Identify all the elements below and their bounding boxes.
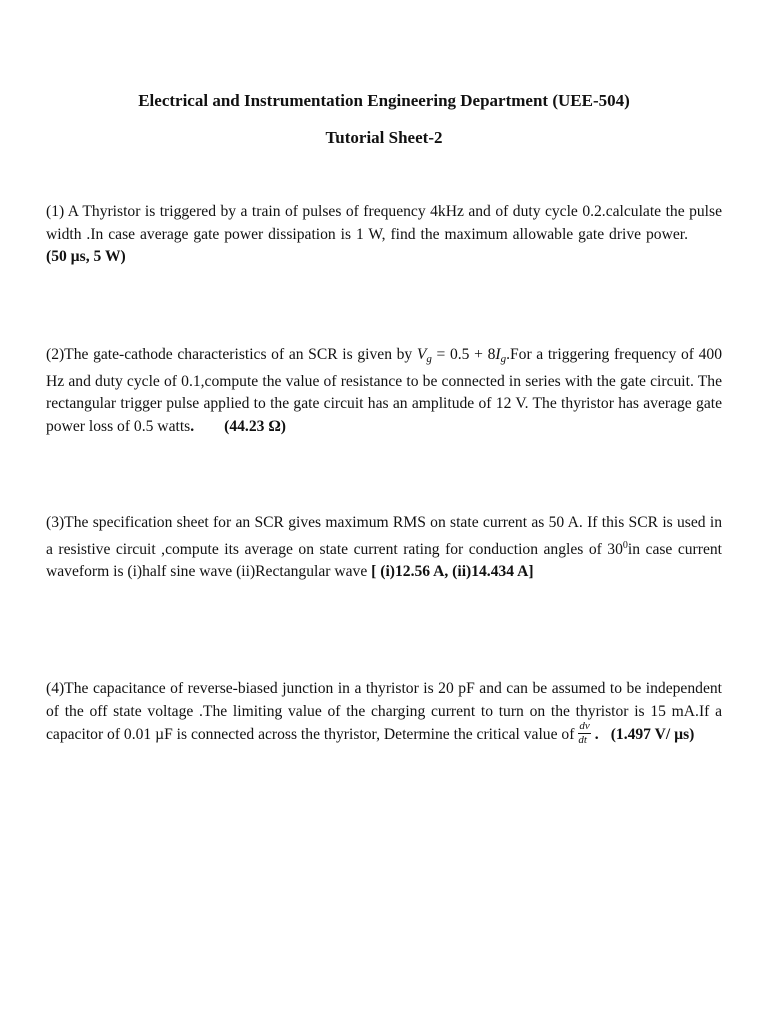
problem-3-text-before: (3)The specification sheet for an SCR gives maximum RMS on state current as 50 A. If this SCR is used in a resistive circuit ,compute its average on state current rating for conduction angles of 30 — [46, 514, 722, 558]
equation-lhs: V — [416, 346, 427, 363]
equation-rhs: I — [495, 346, 501, 363]
problem-3-text-after: in case current waveform is (i)half sine wave (ii)Rectangular wave — [46, 540, 722, 580]
problem-2-answer: (44.23 Ω) — [224, 417, 286, 435]
degree-superscript: 0 — [622, 539, 628, 551]
gate-equation — [417, 346, 506, 363]
sheet-title: Tutorial Sheet-2 — [325, 128, 443, 147]
problem-4-period: . — [594, 726, 599, 744]
fraction-denominator: dt — [578, 734, 587, 746]
equation-mid: = 0.5 + 8 — [431, 346, 496, 363]
fraction-numerator: dv — [579, 720, 590, 732]
equation-lhs-sub: g — [426, 353, 432, 365]
problem-2 — [46, 344, 722, 438]
problem-1-answer: (50 µs, 5 W) — [46, 248, 126, 265]
problem-2-text-before: (2)The gate-cathode characteristics of an SCR is given by — [46, 346, 417, 363]
problem-1-text: (1) A Thyristor is triggered by a train of pulses of frequency 4kHz and of duty cycle 0.2.calculate the pulse width .In case average gate power dissipation is 1 W, find the maximum allowable gate drive power. — [46, 203, 722, 243]
problem-2-text-after: .For a triggering frequency of 400 Hz and duty cycle of 0.1,compute the value of resistance to be connected in series with the gate circuit. The rectangular trigger pulse applied to the gate circuit has an amplitude of 12 V. The thyristor has average gate power loss of 0.5 watts — [46, 346, 722, 435]
dv-dt-fraction — [578, 721, 590, 746]
problem-4 — [46, 678, 722, 748]
problem-3-answer: [ (i)12.56 A, (ii)14.434 A] — [371, 563, 534, 580]
problem-1 — [46, 201, 722, 269]
problem-2-period: . — [190, 417, 195, 435]
equation-rhs-sub: g — [500, 353, 507, 365]
department-title: Electrical and Instrumentation Engineering Department (UEE-504) — [138, 91, 630, 110]
problem-3 — [46, 512, 722, 584]
problem-4-text-before: (4)The capacitance of reverse-biased junction in a thyristor is 20 pF and can be assumed to be independent of the off state voltage .The limiting value of the charging current to turn on the thyristor is 15 mA.If a capacitor of 0.01 µF is connected across the thyristor, Determine the critical value of — [46, 680, 722, 744]
problem-4-answer: (1.497 V/ µs) — [610, 726, 695, 744]
